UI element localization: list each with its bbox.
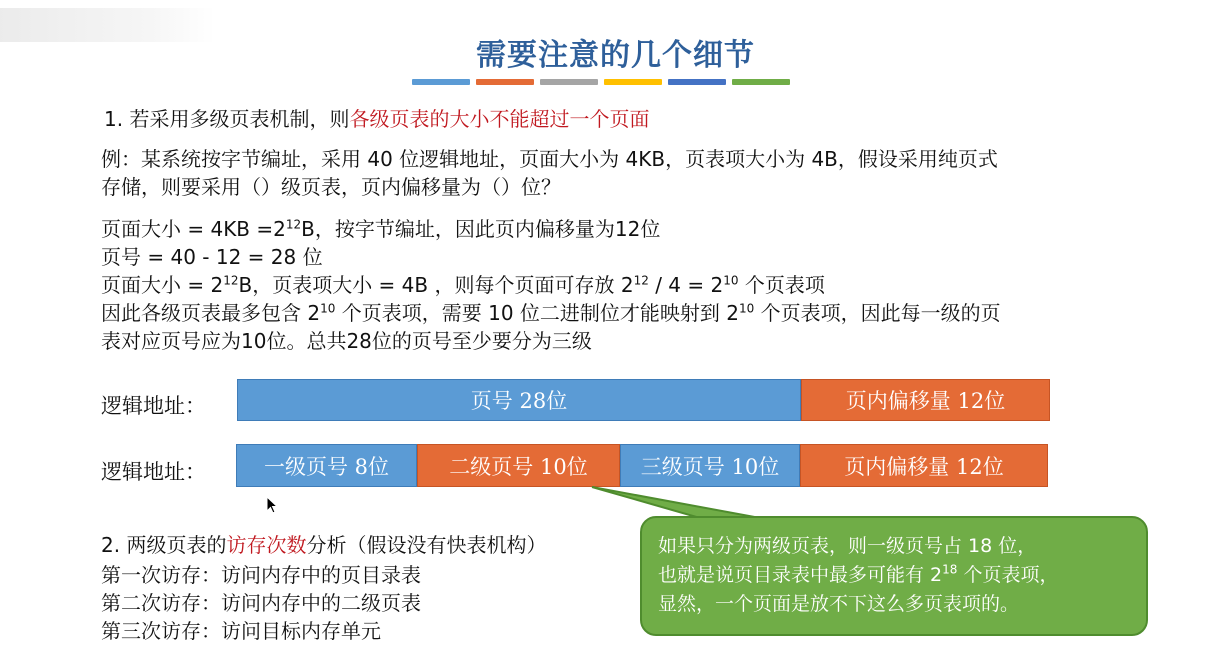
point-2-highlight: 访存次数 — [226, 533, 307, 557]
calc-text: B，页表项大小 = 4B ，则每个页面可存放 2 — [238, 273, 634, 297]
mouse-cursor-icon — [266, 496, 278, 514]
calc-text: 页面大小 = 4KB =2 — [101, 217, 286, 241]
calc-exponent: 12 — [285, 217, 302, 232]
point-2 — [101, 532, 546, 558]
access-1: 第一次访存：访问内存中的页目录表 — [101, 563, 421, 587]
divider-segment — [668, 79, 726, 85]
access-2: 第二次访存：访问内存中的二级页表 — [101, 591, 421, 615]
address-label-2: 逻辑地址： — [101, 460, 206, 484]
calc-line-4 — [101, 300, 1001, 326]
point-1-prefix: 1. 若采用多级页表机制，则 — [104, 107, 350, 131]
calc-text: 因此各级页表最多包含 2 — [101, 301, 321, 325]
divider-segment — [412, 79, 470, 85]
point-2-prefix: 2. 两级页表的 — [101, 533, 227, 557]
divider-segment — [476, 79, 534, 85]
example-line-1: 例：某系统按字节编址，采用 40 位逻辑地址，页面大小为 4KB，页表项大小为 4B，假设采用纯页式 — [101, 147, 998, 171]
calc-exponent: 10 — [320, 301, 336, 316]
calc-text: 个页表项，因此每一级的页 — [754, 301, 1001, 325]
point-2-suffix: 分析（假设没有快表机构） — [306, 533, 547, 557]
address-label-1: 逻辑地址： — [101, 394, 206, 418]
calc-line-1 — [101, 216, 660, 242]
title-divider — [412, 79, 790, 85]
calc-text: B，按字节编址，因此页内偏移量为12位 — [301, 217, 661, 241]
calc-exponent: 10 — [738, 301, 755, 316]
calc-exponent: 10 — [723, 273, 739, 288]
calc-text: 个页表项 — [738, 273, 825, 297]
calc-exponent: 12 — [223, 273, 239, 288]
divider-segment — [604, 79, 662, 85]
divider-segment — [732, 79, 790, 85]
slide-title: 需要注意的几个细节 — [476, 38, 755, 73]
point-1 — [104, 106, 649, 132]
callout-line-3: 显然，一个页面是放不下这么多页表项的。 — [658, 593, 1020, 615]
calc-exponent: 12 — [633, 273, 649, 288]
callout-text: 个页表项， — [957, 564, 1059, 586]
level3-page-field: 三级页号 10位 — [620, 444, 800, 487]
calc-text: / 4 = 2 — [648, 273, 724, 297]
level1-page-field: 一级页号 8位 — [236, 444, 417, 487]
callout-line-1: 如果只分为两级页表，则一级页号占 18 位， — [658, 535, 1037, 557]
calc-line-2: 页号 = 40 - 12 = 28 位 — [101, 245, 323, 269]
callout-exponent: 18 — [942, 562, 958, 577]
calc-text: 个页表项，需要 10 位二进制位才能映射到 2 — [335, 301, 739, 325]
callout-text: 也就是说页目录表中最多可能有 2 — [658, 564, 943, 586]
example-line-2: 存储，则要采用（）级页表，页内偏移量为（）位？ — [101, 175, 561, 199]
calc-text: 页面大小 = 2 — [101, 273, 224, 297]
callout-line-2 — [658, 561, 1130, 590]
callout-bubble — [640, 516, 1148, 636]
page-offset-field-2: 页内偏移量 12位 — [800, 444, 1048, 487]
calc-line-5: 表对应页号应为10位。总共28位的页号至少要分为三级 — [101, 329, 592, 353]
level2-page-field: 二级页号 10位 — [417, 444, 620, 487]
page-offset-field: 页内偏移量 12位 — [801, 379, 1050, 421]
calc-line-3 — [101, 272, 825, 298]
access-3: 第三次访存：访问目标内存单元 — [101, 619, 381, 643]
point-1-highlight: 各级页表的大小不能超过一个页面 — [349, 107, 650, 131]
divider-segment — [540, 79, 598, 85]
page-number-field: 页号 28位 — [237, 379, 801, 421]
